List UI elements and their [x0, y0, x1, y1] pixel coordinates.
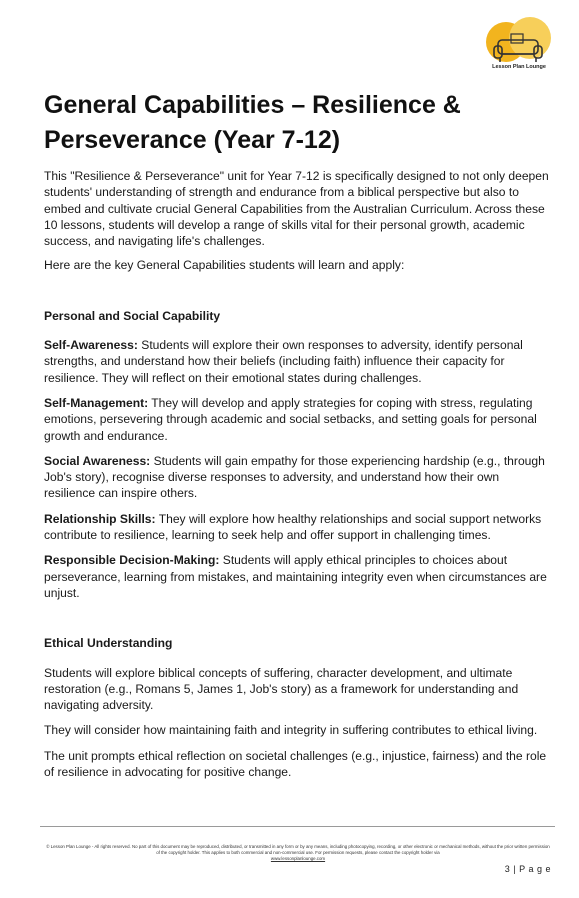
- ethical-paragraph: They will consider how maintaining faith and integrity in suffering contributes to ethical living.: [44, 723, 538, 738]
- capability-term: Responsible Decision-Making:: [44, 553, 220, 568]
- lead-paragraph: Here are the key General Capabilities students will learn and apply:: [44, 258, 405, 273]
- capability-item: [44, 552, 549, 601]
- page-title: General Capabilities – Resilience & Perseverance (Year 7-12): [44, 91, 461, 154]
- capability-text: They will explore how healthy relationships and social support networks contribute to resilience, learning to seek help and offer support in challenging times.: [44, 511, 542, 543]
- capability-item: [44, 511, 549, 544]
- capability-text: Students will gain empathy for those experiencing hardship (e.g., through Job's story), recognise diverse responses to adversity, and understand how their own resilience can inspire others.: [44, 453, 545, 501]
- capability-term: Self-Management:: [44, 395, 149, 410]
- page-number: 3 | P a g e: [504, 864, 551, 874]
- footer-divider: [40, 826, 555, 827]
- capability-text: They will develop and apply strategies for coping with stress, regulating emotions, persevering through academic and social setbacks, and setting goals for personal growth and endurance.: [44, 395, 537, 443]
- ethical-paragraph: The unit prompts ethical reflection on societal challenges (e.g., injustice, fairness) and the role of resilience in advocating for positive change.: [44, 748, 547, 780]
- copyright-notice: © Lesson Plan Lounge - All rights reserved. No part of this document may be reproduced, distributed, or transmitted in any form or by any means, including photocopying, recording, or other electronic or mechanical methods, without the prior written permission of the copyright holder. This applies to both commercial and non-commercial use. For permission requests, please contact the copyright holder via: [46, 844, 550, 856]
- section-heading-ethical: Ethical Understanding: [44, 636, 173, 651]
- document-body: [44, 168, 549, 789]
- intro-paragraph: This "Resilience & Perseverance" unit for Year 7-12 is specifically designed to not only deepen students' understanding of strength and endurance from a biblical perspective but also to embed and cultivate crucial General Capabilities from the Australian Curriculum. Across these 10 lessons, students will develop a range of skills vital for their personal growth, academic success, and navigating life's challenges.: [44, 169, 549, 249]
- logo-text: Lesson Plan Lounge: [492, 64, 546, 70]
- capability-item: [44, 337, 549, 386]
- capability-term: Social Awareness:: [44, 453, 151, 468]
- footer-website-link[interactable]: www.lessonplanlounge.com: [270, 856, 326, 862]
- capability-term: Relationship Skills:: [44, 511, 156, 526]
- capability-item: [44, 395, 549, 444]
- footer-copyright: [44, 844, 552, 863]
- capability-term: Self-Awareness:: [44, 338, 138, 353]
- capability-item: [44, 453, 549, 502]
- ethical-paragraph: Students will explore biblical concepts of suffering, character development, and ultimate restoration (e.g., Romans 5, James 1, Job's story) as a framework for understanding and navigating adversity.: [44, 665, 519, 713]
- capability-text: Students will explore their own responses to adversity, identify personal strengths, and understand how their beliefs (including faith) influence their capacity for resilience. They will reflect on their emotional states during challenges.: [44, 338, 523, 385]
- capability-text: Students will apply ethical principles to choices about perseverance, learning from mistakes, and maintaining integrity even when circumstances are unjust.: [44, 553, 547, 600]
- section-heading-personal-social: Personal and Social Capability: [44, 308, 221, 323]
